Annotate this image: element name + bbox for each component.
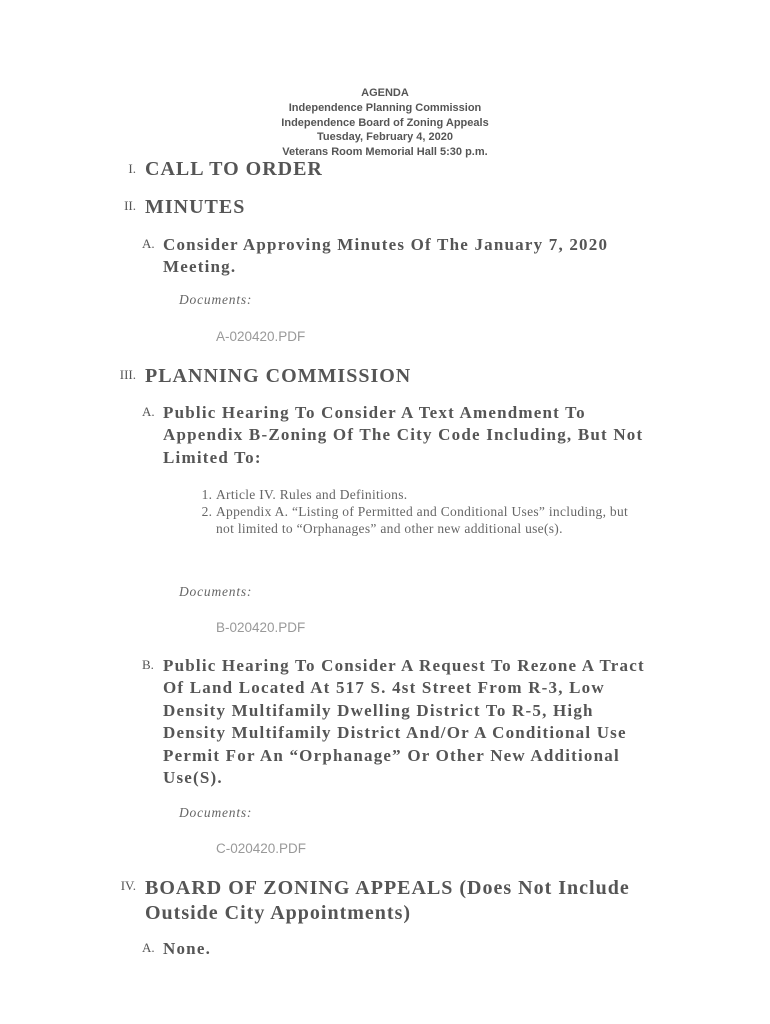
section-number: II.: [124, 198, 136, 213]
board-name: Independence Board of Zoning Appeals: [281, 117, 489, 129]
documents-label: Documents:: [179, 584, 253, 599]
agenda-heading: AGENDA: [361, 87, 409, 99]
section-title-board-of-zoning-appeals: BOARD OF ZONING APPEALS (Does Not Include Outside City Appointments): [145, 877, 630, 924]
item-letter: A.: [142, 236, 155, 251]
documents-label: Documents:: [179, 805, 253, 820]
meeting-location: Veterans Room Memorial Hall 5:30 p.m.: [282, 146, 488, 158]
section-number: I.: [128, 161, 136, 176]
item-letter: A.: [142, 404, 155, 419]
meeting-date: Tuesday, February 4, 2020: [317, 131, 453, 143]
section-number: III.: [119, 367, 136, 382]
document-link-c[interactable]: C-020420.PDF: [216, 841, 307, 856]
section-title-minutes: MINUTES: [145, 196, 246, 218]
section-title-call-to-order: CALL TO ORDER: [145, 158, 323, 180]
section-title-planning-commission: PLANNING COMMISSION: [145, 365, 412, 387]
item-title-text-amendment: Public Hearing To Consider A Text Amendment To Appendix B-Zoning Of The City Code Including, But Not Limited To:: [163, 403, 644, 467]
section-number: IV.: [120, 878, 136, 893]
document-link-a[interactable]: A-020420.PDF: [216, 329, 306, 344]
item-title-minutes: Consider Approving Minutes Of The January 7, 2020 Meeting.: [163, 235, 609, 277]
item-letter: A.: [142, 940, 155, 955]
item-title-none: None.: [163, 939, 212, 958]
document-link-b[interactable]: B-020420.PDF: [216, 620, 306, 635]
item-letter: B.: [142, 657, 154, 672]
list-item: 1. Article IV. Rules and Definitions.: [216, 486, 636, 503]
item-title-rezone-request: Public Hearing To Consider A Request To Rezone A Tract Of Land Located At 517 S. 4st Street From R-3, Low Density Multifamily Dwelling District To R-5, High Density Multifamily District And/Or A Conditional Use Permit For An “Orphanage” Or Other New Additional Use(S).: [163, 656, 645, 788]
list-item: 2. Appendix A. “Listing of Permitted and Conditional Uses” including, but not limited to “Orphanages” and other new additional use(s).: [216, 503, 636, 537]
amendment-list: [193, 486, 636, 537]
documents-label: Documents:: [179, 292, 253, 307]
commission-name: Independence Planning Commission: [288, 102, 482, 114]
